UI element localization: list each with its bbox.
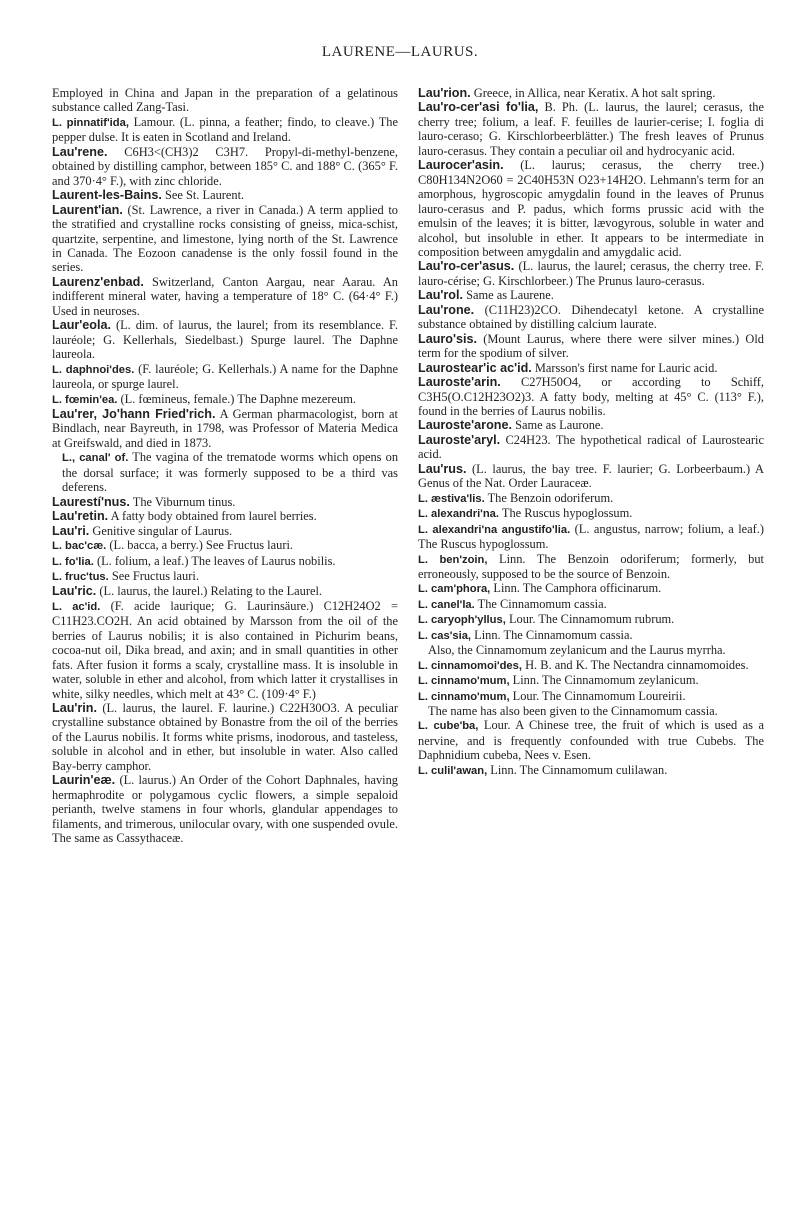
definition-text: The Benzoin odoriferum. (487, 490, 614, 505)
definition-text: B. Ph. (L. laurus, the laurel; cerasus, the cherry tree; folium, a leaf. F. feuilles de laurier-cerise; I. foglia di lauro-ceraso; G. Kirschlorbeerblätter.) The fresh leaves of Prunus lauro-cerasus. They contain a peculiar oil and hydrocyanic acid. (418, 100, 764, 158)
sub-headword: L. cinnamomoi'des, (418, 659, 522, 672)
dictionary-entry (52, 509, 398, 523)
headword: Lau'rion. (418, 86, 471, 100)
headword: Laurocer'asin. (418, 158, 504, 173)
dictionary-entry (418, 259, 764, 288)
sub-headword: L. cinnamo'mum, (418, 675, 510, 688)
definition-text: C6H3<(CH3)2 C3H7. Propyl-di-methyl-benzene, obtained by distilling camphor, between 185° C. and 188° C. (365° F. and 370·4° F.), with zinc chloride. (52, 144, 398, 188)
headword: Lau'ro-cer'asus. (418, 259, 515, 274)
definition-text: H. B. and K. The Nectandra cinnamomoides. (525, 657, 749, 672)
left-column (52, 86, 398, 846)
headword: Laurestí'nus. (52, 494, 130, 509)
sub-headword: L. ac'id. (52, 600, 101, 613)
definition-text: The name has also been given to the Cinnamomum cassia. (428, 704, 718, 719)
dictionary-entry (418, 628, 764, 643)
definition-text: A German pharmacologist, born at Bindlach, near Bayreuth, in 1798, was Professor of Materia Medica at Greifswald, and died in 1873. (52, 406, 398, 450)
definition-text: Same as Laurene. (466, 288, 554, 303)
dictionary-entry (418, 522, 764, 552)
dictionary-entry (52, 275, 398, 318)
dictionary-entry (52, 569, 398, 584)
headword: Lau'ric. (52, 584, 97, 599)
dictionary-entry (52, 115, 398, 145)
definition-text: Employed in China and Japan in the preparation of a gelatinous substance called Zang-Tasi. (52, 86, 398, 115)
dictionary-entry (418, 418, 764, 432)
dictionary-entry (418, 763, 764, 778)
sub-headword: L. fœmin'ea. (52, 393, 118, 406)
dictionary-entry (52, 362, 398, 392)
definition-text: (L. laurus, the bay tree. F. laurier; G. Lorbeerbaum.) A Genus of the Nat. Order Lauraceæ. (418, 461, 764, 491)
definition-text: Linn. The Benzoin odoriferum; formerly, but erroneously, supposed to be the source of Benzoin. (418, 551, 764, 581)
definition-text: Genitive singular of Laurus. (92, 523, 233, 538)
headword: Lauroste'aryl. (418, 432, 501, 447)
dictionary-entry (52, 450, 398, 494)
dictionary-entry (418, 86, 764, 100)
sub-headword: L., canal' of. (62, 452, 129, 465)
dictionary-entry (418, 643, 764, 657)
running-head: LAURENE—LAURUS. (321, 44, 479, 60)
sub-headword: L. ben'zoin, (418, 553, 488, 566)
dictionary-entry (418, 375, 764, 418)
headword: Laurin'eæ. (52, 773, 116, 788)
dictionary-entry (418, 612, 764, 627)
sub-headword: L. cinnamo'mum, (418, 690, 510, 703)
definition-text: (L. bacca, a berry.) See Fructus lauri. (109, 538, 293, 553)
definition-text: (L. dim. of laurus, the laurel; from its resemblance. F. lauréole; G. Kellerhals, Siedelbast.) Spurge laurel. The Daphne laureola. (52, 318, 398, 362)
sub-headword: L. canel'la. (418, 598, 475, 611)
definition-text: Lour. The Cinnamomum Loureirii. (512, 688, 686, 703)
headword: Lauroste'arin. (418, 375, 501, 390)
definition-text: Lour. The Cinnamomum rubrum. (508, 612, 675, 627)
headword: Laur'eola. (52, 318, 111, 333)
definition-text: Linn. The Camphora officinarum. (493, 581, 662, 596)
dictionary-entry (418, 491, 764, 506)
definition-text: Linn. The Cinnamomum cassia. (474, 627, 633, 642)
dictionary-entry (418, 158, 764, 259)
dictionary-entry (52, 188, 398, 202)
headword: Lauroste'arone. (418, 418, 512, 433)
definition-text: C27H50O4, or according to Schiff, C3H5(O.C12H23O2)3. A fatty body, melting at 45° C. (113° F.), found in the berries of Laurus nobilis. (418, 375, 764, 418)
dictionary-entry (52, 554, 398, 569)
definition-text: (L. folium, a leaf.) The leaves of Laurus nobilis. (96, 553, 336, 568)
headword: Lau'rone. (418, 302, 475, 317)
sub-headword: L. fruc'tus. (52, 570, 109, 583)
headword: Lau'rol. (418, 288, 463, 303)
definition-text: (L. laurus.) An Order of the Cohort Daphnales, having hermaphrodite or polygamous cyclic flowers, a simple sepaloid perianth, twelve stamens in four whorls, glandular appendages to filaments, and trimerous, unilocular ovary, with one suspended ovule. The same as Cassythaceæ. (52, 773, 398, 846)
definition-text: (L. laurus, the laurel.) Relating to the Laurel. (99, 584, 323, 599)
headword: Lau'ri. (52, 523, 90, 538)
definition-text: The vagina of the trematode worms which opens on the dorsal surface; it was formerly supposed to be a third vas deferens. (62, 450, 399, 495)
sub-headword: L. fo'lia. (52, 555, 94, 568)
sub-headword: L. pinnatif'ida, (52, 116, 129, 129)
right-column (418, 86, 764, 778)
dictionary-entry (418, 718, 764, 762)
headword: Lau'rin. (52, 701, 97, 716)
headword: Laurent'ian. (52, 202, 123, 217)
definition-text: See Fructus lauri. (111, 568, 199, 583)
definition-text: (L. laurus, the laurel. F. laurine.) C22H30O3. A peculiar crystalline substance obtained by Bonastre from the oil of the berries of the Laurus nobilis. It forms white prisms, inodorous, and tasteless, soluble in alcohol and in ether, but insoluble in water. Also called Bay-berry camphor. (52, 701, 398, 773)
dictionary-entry (418, 288, 764, 302)
definition-text: (L. angustus, narrow; folium, a leaf.) The Ruscus hypoglossum. (418, 521, 764, 552)
dictionary-entry (52, 701, 398, 773)
sub-headword: L. bac'cæ. (52, 540, 107, 553)
dictionary-entry (418, 704, 764, 718)
sub-headword: L. cube'ba, (418, 720, 479, 733)
definition-text: (L. laurus; cerasus, the cherry tree.) C80H134N2O60 = 2C40H53N O23+14H2O. Lehmann's term for an amorphous, hygroscopic amygdalin found in the leaves of Prunus lauro-cerasus and P. padus, which forms prussic acid with the emulsin of the leaves; it is bitter, lævogyrous, soluble in water and alcohol, but insoluble in ether. It appears to be intermediate in composition between amygdalin and amygdalic acid. (418, 158, 764, 259)
sub-headword: L. cas'sia, (418, 629, 472, 642)
dictionary-entry (52, 392, 398, 407)
definition-text: The Cinnamomum cassia. (477, 596, 607, 611)
dictionary-entry (418, 433, 764, 462)
definition-text: C24H23. The hypothetical radical of Laurostearic acid. (418, 432, 764, 462)
dictionary-entry (418, 689, 764, 704)
definition-text: (Mount Laurus, where there were silver mines.) Old term for the spodium of silver. (418, 331, 764, 361)
headword: Laurostear'ic ac'id. (418, 360, 532, 375)
dictionary-entry (52, 538, 398, 553)
headword: Lau'rer, Jo'hann Fried'rich. (52, 406, 216, 421)
definition-text: The Ruscus hypoglossum. (501, 506, 633, 521)
dictionary-entry (52, 407, 398, 450)
dictionary-entry (418, 332, 764, 361)
definition-text: Lour. A Chinese tree, the fruit of which is used as a nervine, and is frequently confounded with true Cubebs. The Daphnidium cubeba, Nees v. Esen. (418, 718, 764, 763)
definition-text: Greece, in Allica, near Keratix. A hot salt spring. (473, 86, 716, 100)
sub-headword: L. daphnoi'des. (52, 363, 135, 376)
sub-headword: L. alexandri'na. (418, 508, 500, 521)
dictionary-entry (418, 361, 764, 375)
definition-text: Switzerland, Canton Aargau, near Aarau. An indifferent mineral water, having a temperature of 18° C. (64·4° F.) Used in neuroses. (52, 274, 398, 318)
dictionary-entry (52, 584, 398, 598)
dictionary-entry (418, 597, 764, 612)
sub-headword: L. culil'awan, (418, 764, 488, 777)
dictionary-entry (52, 86, 398, 115)
dictionary-entry (52, 145, 398, 188)
definition-text: Linn. The Cinnamomum culilawan. (490, 762, 668, 777)
dictionary-entry (52, 203, 398, 275)
dictionary-entry (418, 506, 764, 521)
headword: Laurent-les-Bains. (52, 188, 162, 203)
dictionary-entry (418, 658, 764, 673)
definition-text: (F. lauréole; G. Kellerhals.) A name for the Daphne laureola, or spurge laurel. (52, 361, 398, 392)
dictionary-entry (52, 495, 398, 509)
dictionary-entry (52, 524, 398, 538)
headword: Lau'rus. (418, 461, 467, 476)
dictionary-entry (418, 581, 764, 596)
definition-text: See St. Laurent. (164, 188, 245, 203)
headword: Lau'rene. (52, 144, 108, 159)
dictionary-entry (52, 773, 398, 845)
dictionary-entry (418, 462, 764, 491)
dictionary-entry (418, 673, 764, 688)
definition-text: A fatty body obtained from laurel berries. (110, 509, 317, 524)
sub-headword: L. cam'phora, (418, 583, 491, 596)
dictionary-entry (418, 552, 764, 582)
sub-headword: L. alexandri'na angustifo'lia. (418, 523, 571, 536)
definition-text: (C11H23)2CO. Dihendecatyl ketone. A crystalline substance obtained by distilling calcium laurate. (418, 302, 764, 332)
definition-text: (L. fœmineus, female.) The Daphne mezereum. (120, 391, 356, 406)
definition-text: (F. acide laurique; G. Laurinsäure.) C12H24O2 = C11H23.CO2H. An acid obtained by Marsson from the oil of the berries of Laurus nobilis; it is also contained in Pichurim beans, cocoa-nut oil, Dika bread, and axin; and in small quantities in other fats. After fusion it forms a scaly, crystalline mass. It is insoluble in water, soluble in ether and alcohol, from which latter it crystallises in white, silky needles, which melt at 43° C. (109·4° F.) (52, 598, 398, 701)
dictionary-entry (418, 100, 764, 158)
definition-text: Same as Laurone. (515, 418, 604, 433)
sub-headword: L. æstiva'lis. (418, 492, 485, 505)
dictionary-entry (418, 303, 764, 332)
headword: Lau'ro-cer'asi fo'lia, (418, 100, 539, 115)
dictionary-entry (52, 318, 398, 361)
sub-headword: L. caryoph'yllus, (418, 614, 506, 627)
headword: Laurenz'enbad. (52, 274, 144, 289)
dictionary-entry (52, 599, 398, 701)
definition-text: (St. Lawrence, a river in Canada.) A term applied to the stratified and crystalline rocks consisting of gneiss, mica-schist, quartzite, serpentine, and limestone, lying north of the St. Lawrence in Canada. The Eozoon canadense is the only fossil found in the series. (52, 202, 398, 275)
definition-text: Linn. The Cinnamomum zeylanicum. (512, 673, 699, 688)
definition-text: (L. laurus, the laurel; cerasus, the cherry tree. F. lauro-cérise; G. Kirschlorbeer.) The Prunus lauro-cerasus. (418, 259, 764, 288)
definition-text: Also, the Cinnamomum zeylanicum and the Laurus myrrha. (428, 643, 726, 658)
definition-text: Marsson's first name for Lauric acid. (534, 360, 718, 375)
definition-text: Lamour. (L. pinna, a feather; findo, to cleave.) The pepper dulse. It is eaten in Scotland and Ireland. (52, 114, 398, 145)
headword: Lau'retin. (52, 509, 109, 524)
definition-text: The Viburnum tinus. (132, 494, 236, 509)
headword: Lauro'sis. (418, 331, 477, 346)
